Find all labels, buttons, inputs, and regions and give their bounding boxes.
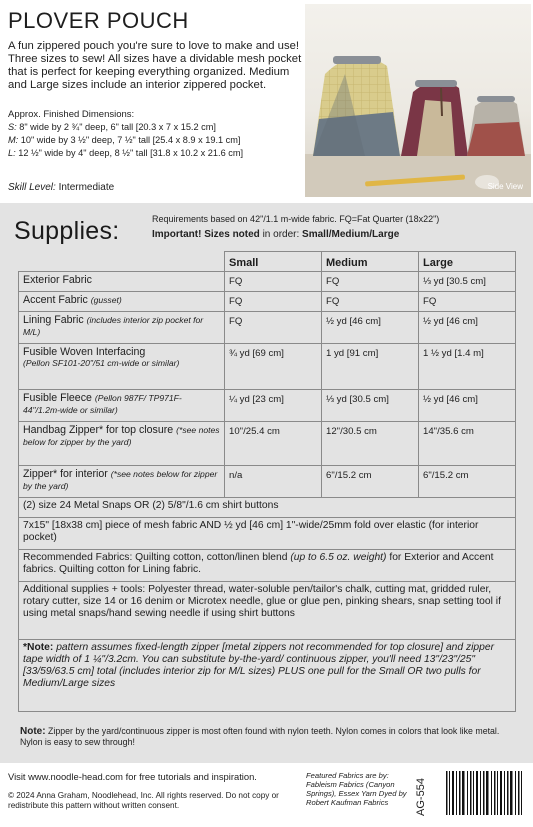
supplies-section	[0, 203, 533, 763]
cell-small: FQ	[225, 312, 322, 344]
cell-large: 1 ½ yd [1.4 m]	[419, 344, 516, 390]
table-row-note	[19, 640, 516, 712]
copyright-notice: © 2024 Anna Graham, Noodlehead, Inc. All rights reserved. Do not copy or redistribute this pattern without written consent.	[8, 791, 279, 810]
pattern-code: AG-554	[414, 778, 427, 816]
table-row-recommended	[19, 550, 516, 582]
cell-large: ½ yd [46 cm]	[419, 312, 516, 344]
cell-small: FQ	[225, 292, 322, 312]
cell-large: 6"/15.2 cm	[419, 466, 516, 498]
cell-medium: 6"/15.2 cm	[322, 466, 419, 498]
pattern-intro: A fun zippered pouch you're sure to love to make and use! Three sizes to sew! All sizes have a dividable mesh pocket that is perfect for keeping everything organized. Medium and Large sizes include an interior zippered pocket.	[8, 40, 302, 91]
table-row-snaps	[19, 498, 516, 518]
recommended-fabrics: Recommended Fabrics: Quilting cotton, cotton/linen blend (up to 6.5 oz. weight) for Exterior and Accent fabrics. Quilting cotton for Lining fabric.	[19, 550, 516, 582]
cell-medium: 12"/30.5 cm	[322, 422, 419, 466]
additional-supplies: Additional supplies + tools: Polyester thread, water-soluble pen/tailor's chalk, cutting mat, gridded ruler, rotary cutter, size 14 or 16 denim or Microtex needle, glue or glue pen, pinking shears, snap setting tool if using metal snaps/hand sewing needle if using shirt buttons	[19, 582, 516, 640]
cell-medium: FQ	[322, 292, 419, 312]
cell-large: FQ	[419, 292, 516, 312]
row-label: Accent Fabric (gusset)	[19, 292, 225, 312]
table-header-row	[19, 252, 516, 272]
cell-small: n/a	[225, 466, 322, 498]
zipper-note: *Note: pattern assumes fixed-length zipper [metal zippers not recommended for top closure] and zipper tape width of 1 ¼"/3.2cm. You can substitute by-the-yard/ continuous zipper, you'll need 13"/23"/25" [33/59/63.5 cm] total (includes interior zip for M/L sizes) PLUS one pull for the Small OR two pulls for Medium/Large sizes	[19, 640, 516, 712]
dimension-small: S: 8" wide by 2 ¾" deep, 6" tall [20.3 x 7 x 15.2 cm]	[8, 122, 216, 132]
supplies-title: Supplies:	[14, 217, 120, 245]
supplies-table	[18, 251, 516, 712]
cell-large: 14"/35.6 cm	[419, 422, 516, 466]
cell-medium: 1 yd [91 cm]	[322, 344, 419, 390]
finished-dimensions	[8, 108, 308, 160]
row-label: Lining Fabric (includes interior zip pocket for M/L)	[19, 312, 225, 344]
dimensions-heading: Approx. Finished Dimensions:	[8, 109, 135, 120]
row-label: Exterior Fabric	[19, 272, 225, 292]
column-medium: Medium	[322, 252, 419, 272]
table-row	[19, 272, 516, 292]
table-header-blank	[19, 252, 225, 272]
table-row	[19, 292, 516, 312]
pouch-illustration	[305, 4, 531, 197]
footer	[0, 763, 533, 827]
table-row	[19, 344, 516, 390]
dimension-large: L: 12 ½" wide by 4" deep, 8 ½" tall [31.8 x 10.2 x 21.6 cm]	[8, 148, 244, 158]
mesh-text: 7x15" [18x38 cm] piece of mesh fabric AND ½ yd [46 cm] 1"-wide/25mm fold over elastic (for interior pocket)	[19, 518, 516, 550]
product-photo	[305, 4, 531, 197]
cell-medium: ½ yd [46 cm]	[322, 312, 419, 344]
snaps-text: (2) size 24 Metal Snaps OR (2) 5/8"/1.6 cm shirt buttons	[19, 498, 516, 518]
cell-medium: FQ	[322, 272, 419, 292]
website-link[interactable]: Visit www.noodle-head.com for free tutorials and inspiration.	[8, 771, 257, 782]
photo-caption: Side View	[487, 182, 523, 191]
column-large: Large	[419, 252, 516, 272]
cell-small: ¼ yd [23 cm]	[225, 390, 322, 422]
nylon-zipper-note: Note: Zipper by the yard/continuous zipper is most often found with nylon teeth. Nylon comes in colors that look like metal. Nylon is easy to sew through!	[20, 726, 500, 747]
pattern-title: PLOVER POUCH	[8, 8, 189, 33]
featured-fabrics: Featured Fabrics are by: Fableism Fabrics (Canyon Springs), Essex Yarn Dyed by Robert Kaufman Fabrics	[306, 771, 407, 807]
cell-small: ¾ yd [69 cm]	[225, 344, 322, 390]
table-row	[19, 422, 516, 466]
dimension-medium: M: 10" wide by 3 ½" deep, 7 ½" tall [25.4 x 8.9 x 19.1 cm]	[8, 135, 241, 145]
requirements-note: Requirements based on 42"/1.1 m-wide fabric. FQ=Fat Quarter (18x22")	[152, 214, 440, 224]
top-section	[0, 0, 533, 200]
cell-large: ⅓ yd [30.5 cm]	[419, 272, 516, 292]
row-label: Handbag Zipper* for top closure (*see notes below for zipper by the yard)	[19, 422, 225, 466]
table-row	[19, 466, 516, 498]
cell-large: ½ yd [46 cm]	[419, 390, 516, 422]
cell-small: 10"/25.4 cm	[225, 422, 322, 466]
barcode-icon	[440, 767, 528, 825]
row-label: Fusible Woven Interfacing (Pellon SF101-20"/51 cm-wide or similar)	[19, 344, 225, 390]
skill-level: Skill Level: Intermediate	[8, 182, 115, 193]
cell-medium: ⅓ yd [30.5 cm]	[322, 390, 419, 422]
row-label: Fusible Fleece (Pellon 987F/ TP971F- 44"/1.2m-wide or similar)	[19, 390, 225, 422]
table-row	[19, 312, 516, 344]
cell-small: FQ	[225, 272, 322, 292]
important-sizes-note: Important! Sizes noted in order: Small/Medium/Large	[152, 229, 400, 240]
column-small: Small	[225, 252, 322, 272]
table-row-mesh	[19, 518, 516, 550]
row-label: Zipper* for interior (*see notes below for zipper by the yard)	[19, 466, 225, 498]
table-row-additional	[19, 582, 516, 640]
table-row	[19, 390, 516, 422]
